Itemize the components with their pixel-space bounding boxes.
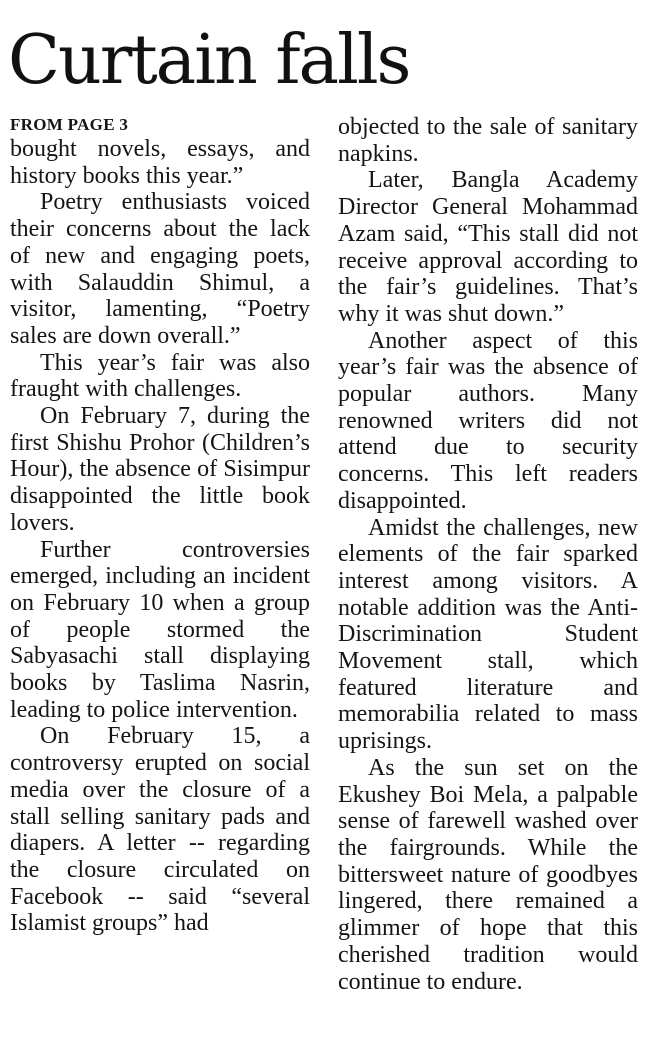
article-paragraph: objected to the sale of sanitary napkins. <box>338 114 638 167</box>
article-paragraph: This year’s fair was also fraught with challenges. <box>10 349 310 403</box>
article-column-right <box>338 114 638 995</box>
headline: Curtain falls <box>8 21 410 100</box>
article-paragraph: Amidst the challenges, new elements of the fair sparked interest among visitors. A notable addition was the Anti-Discrimination Student Movement stall, which featured literature and memorabilia related to mass uprisings. <box>338 514 638 755</box>
article-paragraph: Further controversies emerged, including an incident on February 10 when a group of people stormed the Sabyasachi stall displaying books by Taslima Nasrin, leading to police intervention. <box>10 536 310 723</box>
article-paragraph: As the sun set on the Ekushey Boi Mela, a palpable sense of farewell washed over the fairgrounds. While the bittersweet nature of goodbyes lingered, there remained a glimmer of hope that this cherished tradition would continue to endure. <box>338 754 638 995</box>
article-paragraph: Poetry enthusiasts voiced their concerns about the lack of new and engaging poets, with Salauddin Shimul, a visitor, lamenting, “Poetry sales are down overall.” <box>10 189 310 349</box>
jump-label: FROM PAGE 3 <box>10 115 129 134</box>
article-paragraph: Later, Bangla Academy Director General Mohammad Azam said, “This stall did not receive approval according to the fair’s guidelines. That’s why it was shut down.” <box>338 167 638 327</box>
article-paragraph: Another aspect of this year’s fair was the absence of popular authors. Many renowned writers did not attend due to security concerns. This left readers disappointed. <box>338 327 638 514</box>
article-column-left <box>10 114 310 937</box>
article-paragraph: On February 15, a controversy erupted on social media over the closure of a stall selling sanitary pads and diapers. A letter -- regarding the closure circulated on Facebook -- said “several Islamist groups” had <box>10 723 310 937</box>
article-paragraph: On February 7, during the first Shishu Prohor (Children’s Hour), the absence of Sisimpur disappointed the little book lovers. <box>10 403 310 536</box>
article-paragraph: bought novels, essays, and history books this year.” <box>10 136 310 189</box>
